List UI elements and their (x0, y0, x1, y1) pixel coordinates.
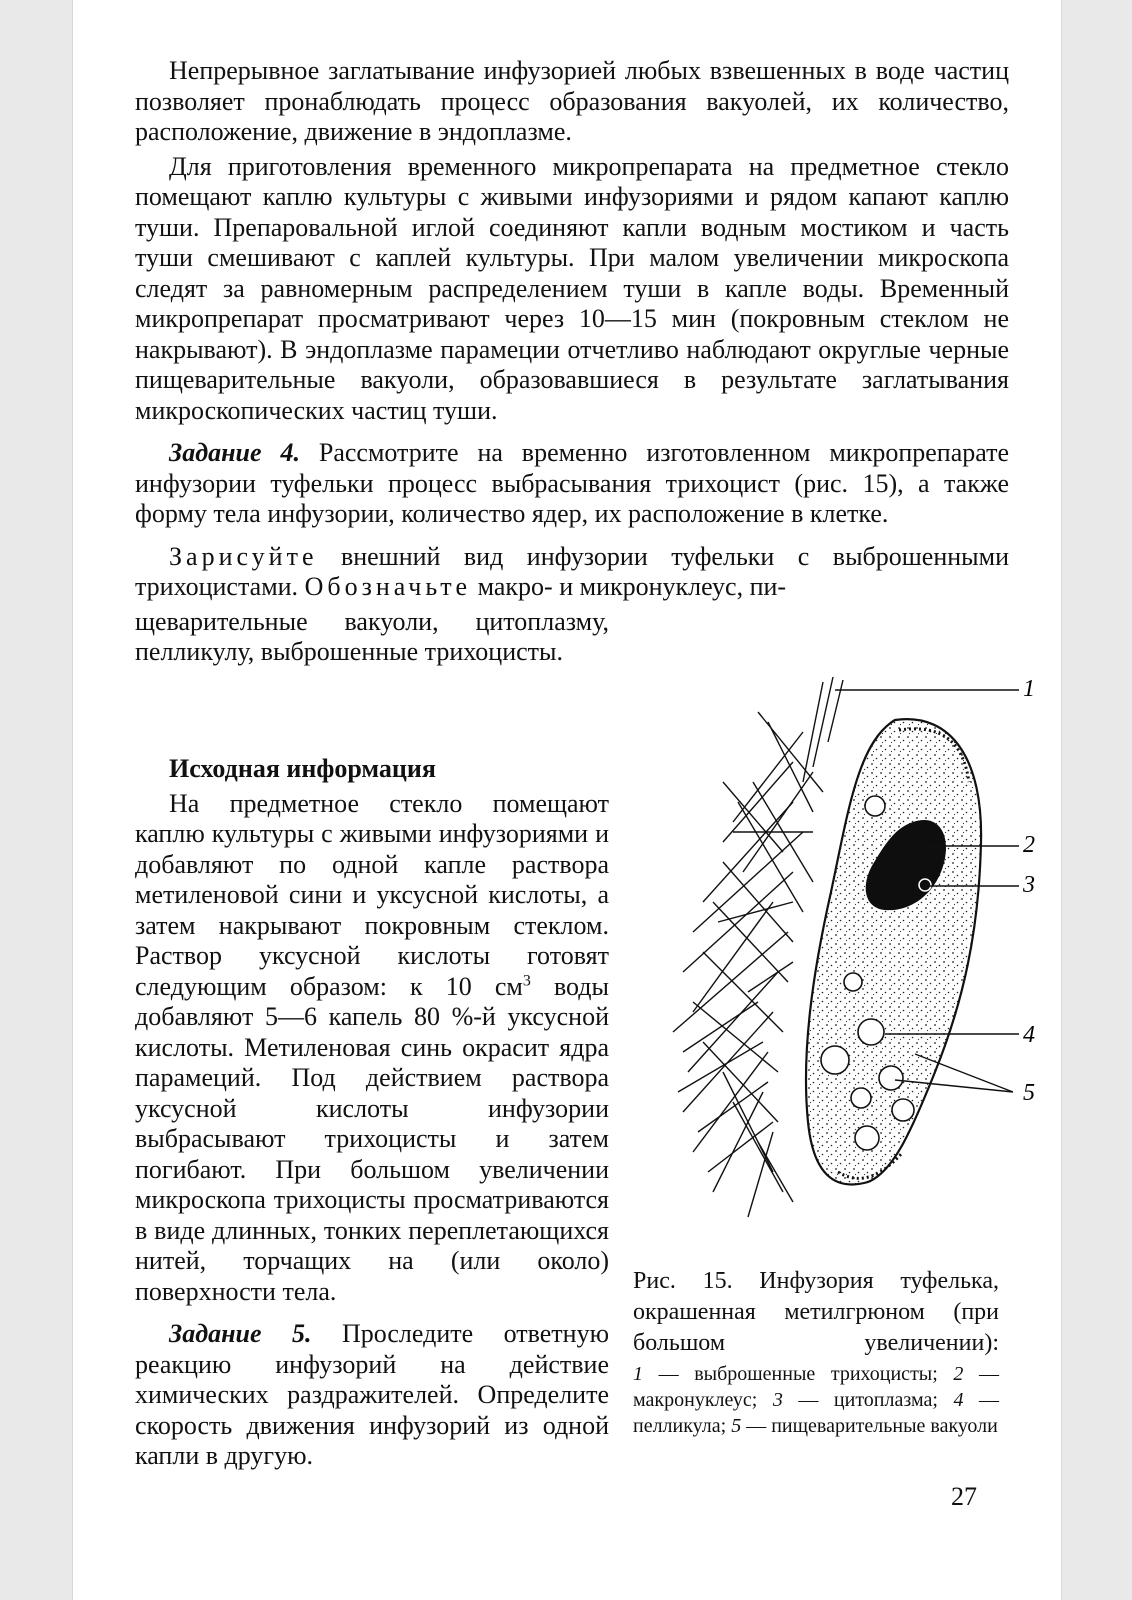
legend-text-4: — пелликула; (633, 1389, 999, 1437)
figure-label-1: 1 (1023, 676, 1035, 702)
draw-word-2: Обозначьте (304, 572, 472, 601)
task-5-text: Проследите ответную реакцию инфузорий на действие химических раздражителей. Определите скорость движения инфузорий из одной капли в другую. (135, 1319, 609, 1470)
figure-label-2: 2 (1023, 832, 1035, 858)
paragraph-intro: Непрерывное заглатывание инфузорией любых взвешенных в воде частиц позволяет пронаблюдать процесс образования вакуолей, их количество, расположение, движение в эндоплазме. (135, 56, 1009, 146)
paragraph-task-5 (135, 1319, 609, 1472)
legend-text-2: — макронуклеус; (633, 1363, 1000, 1411)
paragraph-preparation: Для приготовления временного микропрепарата на предметное стекло помещают каплю культуры с живыми инфузориями и рядом капают каплю туши. Препаровальной иглой соединяют капли водным мостиком и часть туши смешивают с каплей культуры. При малом увеличении микроскопа следят за равномерным распределением туши в капле воды. Временный микропрепарат просматривают через 10—15 мин (покровным стеклом не накрывают). В эндоплазме парамеции отчетливо наблюдают округлые черные пищеварительные вакуоли, образовавшиеся в результате заглатывания микроскопических частиц туши. (135, 151, 1009, 425)
micronucleus (919, 879, 931, 891)
full-width-text (135, 56, 1009, 668)
legend-num-3: 3 (772, 1389, 783, 1411)
caption-legend (633, 1361, 999, 1439)
legend-text-5: — пищеварительные вакуоли (741, 1415, 998, 1437)
figure-label-4: 4 (1023, 1022, 1035, 1048)
source-heading: Исходная информация (169, 754, 436, 783)
caption-title: Рис. 15. Инфузория туфелька, окрашенная метилгрюном (при большом увеличении): (633, 1268, 999, 1356)
source-text-b: воды добавляют 5—6 капель 80 %-й уксусной кислоты. Метиленовая синь окрасит ядра парамеций. Под действием раствора уксусной кислоты инфузории выбрасывают трихоцисты и затем погибают. При большом увеличении микроскопа трихоцисты просматриваются в виде длинных, тонких переплетающихся нитей, торчащих на (или около) поверхности тела. (135, 971, 610, 1306)
task-4-text: Рассмотрите на временно изготовленном микропрепарате инфузории туфельки процесс выбрасывания трихоцист (рис. 15), а также форму тела инфузории, количество ядер, их расположение в клетке. (135, 438, 1010, 528)
source-text-a: На предметное стекло помещают каплю культуры с живыми инфузориями и добавляют по одной капле раствора метиленовой сини и уксусной кислоты, а затем накрывают покровным стеклом. Раствор уксусной кислоты готовят следующим образом: к 10 см (135, 788, 609, 1001)
draw-text-2: макро- и микронуклеус, пи- (471, 572, 787, 601)
legend-num-2: 2 (953, 1363, 964, 1385)
figure-label-5: 5 (1023, 1080, 1035, 1106)
legend-num-1: 1 (633, 1363, 643, 1385)
legend-text-1: — выброшенные трихоцисты; (643, 1363, 954, 1385)
legend-num-4: 4 (953, 1389, 964, 1411)
left-column-text (135, 750, 609, 1472)
draw-word-1: Зарисуйте (169, 541, 318, 571)
task-5-label: Задание 5. (169, 1319, 312, 1348)
paragraph-source-info (135, 789, 609, 1308)
task-4-label: Задание 4. (169, 438, 300, 467)
draw-text-1: внешний вид инфузории туфельки с выброшенными трихоцистами. (135, 541, 1009, 601)
paragraph-draw-continuation: щеварительные вакуоли, цитоплазму, пелликулу, выброшенные трихоцисты. (135, 606, 609, 666)
source-superscript: 3 (522, 971, 531, 989)
paramecium-figure (663, 672, 1023, 1232)
book-page (72, 0, 1062, 1600)
figure-caption (633, 1266, 999, 1439)
paragraph-task-4 (135, 438, 1009, 530)
page-number: 27 (951, 1482, 977, 1511)
legend-text-3: — цитоплазма; (782, 1389, 954, 1411)
paragraph-draw-instruction (135, 542, 1009, 603)
figure-label-3: 3 (1023, 872, 1035, 898)
legend-num-5: 5 (731, 1415, 742, 1437)
